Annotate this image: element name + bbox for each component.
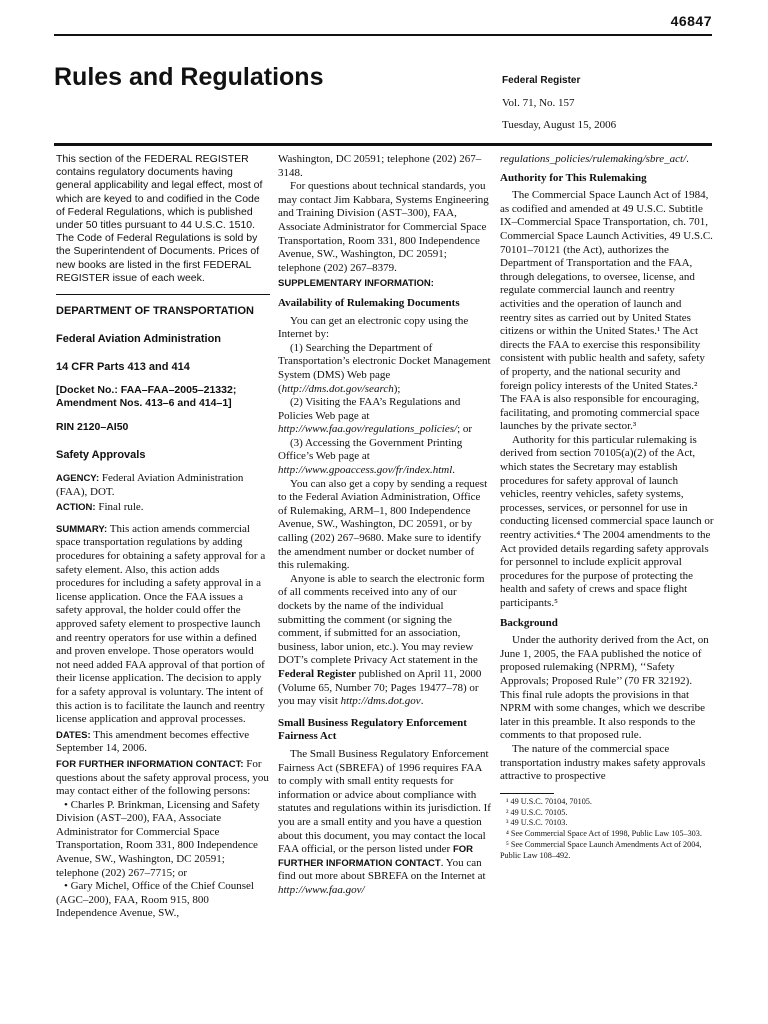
footnote: ¹ 49 U.S.C. 70104, 70105. — [506, 796, 592, 806]
text-run: ); — [393, 382, 401, 395]
text-run: . — [686, 153, 689, 165]
action-label: ACTION: — [56, 502, 96, 514]
link-continuation — [500, 153, 714, 167]
docket-number: [Docket No.: FAA–FAA–2005–21332; Amendment Nos. 413–6 and 414–1] — [56, 384, 237, 410]
text-run: published on April 11, 2000 (Volume 65, Number 70; Pages 19477–78) or you may visit — [278, 667, 482, 708]
rin-number: RIN 2120–AI50 — [56, 421, 129, 434]
contact-ref: FOR FURTHER INFORMATION CONTACT — [278, 844, 474, 869]
footnote: ³ 49 U.S.C. 70103. — [506, 818, 568, 828]
section-heading: Authority for This Rulemaking — [500, 171, 647, 184]
footnote-rule — [500, 793, 554, 794]
body-paragraph: The nature of the commercial space transportation industry makes safety approvals attractive to prospective — [500, 742, 706, 783]
intro-paragraph: This section of the FEDERAL REGISTER contains regulatory documents having general applicability and legal effect, most of which are keyed to and codified in the Code of Federal Regulations, which is published under 50 titles pursuant to 44 U.S.C. 1510. — [56, 153, 263, 232]
action-text: Final rule. — [98, 501, 144, 514]
body-paragraph — [278, 342, 492, 396]
faa-regulations-link[interactable]: http://www.faa.gov/regulations_policies/ — [278, 423, 458, 436]
agency-label: AGENCY: — [56, 473, 100, 485]
section-title: Rules and Regulations — [54, 63, 324, 91]
action-line — [56, 501, 270, 515]
text-run: . — [420, 695, 424, 708]
body-paragraph: Under the authority derived from the Act, on June 1, 2005, the FAA published the notice of proposed rulemaking (NPRM), ‘‘Safety Approvals; Proposed Rule’’ (70 FR 32192). This final rule adopts the provisions in that NPRM with some changes, which we describe later in this preamble. It also responds to the comments to that proposed rule. — [500, 634, 709, 742]
supplementary-label: SUPPLEMENTARY INFORMATION: — [278, 278, 434, 290]
agency-text: Federal Aviation Administration (FAA), DOT. — [56, 472, 244, 498]
contact-text: For questions about the safety approval process, you may contact either of the following persons: — [56, 757, 269, 798]
section-divider — [56, 294, 270, 295]
header-rule — [54, 34, 712, 36]
federal-register-ref: Federal Register — [278, 667, 356, 680]
body-paragraph — [278, 396, 492, 437]
dms-link[interactable]: http://dms.dot.gov/search — [281, 382, 394, 395]
body-paragraph — [278, 437, 492, 478]
footnote: ⁵ See Commercial Space Launch Amendments Act of 2004, Public Law 108–492. — [500, 839, 702, 860]
rule-subject: Safety Approvals — [56, 449, 146, 462]
body-paragraph: Washington, DC 20591; telephone (202) 267–3148. — [278, 153, 482, 179]
column-3 — [500, 153, 714, 862]
text-run: The Small Business Regulatory Enforcement Fairness Act (SBREFA) of 1996 requires FAA to comply with small entity requests for information or advice about compliance with statutes and regulations within its jurisdiction. If you are a small entity and you have a question about this document, you may contact the local FAA official, or the person listed under — [278, 747, 491, 856]
dates-text: This amendment becomes effective September 14, 2006. — [56, 728, 250, 755]
text-run: (3) Accessing the Government Printing Office’s Web page at — [278, 436, 463, 463]
body-paragraph: For questions about technical standards, you may contact Jim Kabbara, Systems Engineering and Training Division (AST–300), FAA, Associate Administrator for Commercial Space Transportation, Room 331, 800 Independence Avenue, SW., Washington, DC 20591; telephone (202) 267–8379. — [278, 180, 489, 274]
text-run: Anyone is able to search the electronic form of all comments received into any of our dockets by the name of the individual submitting the comment (or signing the comment, if submitted for an association, business, labor union, etc.). You may review DOT’s complete Privacy Act statement in the — [278, 572, 485, 667]
body-paragraph: You can get an electronic copy using the Internet by: — [278, 314, 469, 341]
intro-paragraph: The Code of Federal Regulations is sold by the Superintendent of Documents. Prices of new books are listed in the first FEDERAL REGISTER issue of each week. — [56, 232, 260, 284]
contact-paragraph — [56, 758, 270, 799]
text-run: (2) Visiting the FAA’s Regulations and Policies Web page at — [278, 396, 461, 422]
cfr-parts: 14 CFR Parts 413 and 414 — [56, 361, 190, 374]
masthead — [502, 70, 616, 136]
department-heading: DEPARTMENT OF TRANSPORTATION — [56, 305, 254, 318]
text-run: . You can find out more about SBREFA on the Internet at — [278, 856, 486, 883]
body-paragraph: The Commercial Space Launch Act of 1984, as codified and amended at 49 U.S.C. Subtitle IX–Commercial Space Transportation, ch. 701, Commercial Space Launch Activities, 49 U.S.C. 70101–70121 (the Act), authorizes the Department of Transportation and the FAA, through delegations, to oversee, license, and regulate commercial launch and reentry activities and the operation of launch and reentry sites as carried out by United States citizens or within the United States.¹ The Act directs the FAA to exercise this responsibility consistent with public health and safety, safety of property, and the national security and foreign policy interests of the United States.² The FAA is also responsible for encouraging, facilitating, and promoting commercial space launches by the private sector.³ — [500, 189, 713, 433]
publication-name: Federal Register — [502, 75, 581, 86]
volume-info: Vol. 71, No. 157 — [502, 97, 575, 109]
contact-bullet: • Gary Michel, Office of the Chief Counsel (AGC–200), FAA, Room 915, 800 Independence Avenue, SW., — [56, 880, 254, 920]
administration-heading: Federal Aviation Administration — [56, 333, 222, 346]
section-heading: Availability of Rulemaking Documents — [278, 296, 460, 309]
dates-paragraph — [56, 729, 270, 756]
gpo-access-link[interactable]: http://www.gpoaccess.gov/fr/index.html — [278, 464, 453, 477]
body-paragraph — [278, 573, 492, 709]
body-paragraph: You can also get a copy by sending a request to the Federal Aviation Administration, Office of Rulemaking, ARM–1, 800 Independence Avenue, SW., Washington, DC 20591, or by calling (202) 267–9680. Make sure to identify the amendment number or docket number of this rulemaking. — [278, 477, 488, 572]
dates-label: DATES: — [56, 729, 91, 741]
masthead-rule — [54, 143, 712, 146]
text-run: . — [452, 464, 455, 477]
sbrefa-link-continued[interactable]: regulations_policies/rulemaking/sbre_act/ — [500, 153, 687, 165]
contact-bullet: • Charles P. Brinkman, Licensing and Safety Division (AST–200), FAA, Associate Administrator for Commercial Space Transportation, Room 331, 800 Independence Avenue, SW., Washington, DC 20591; telephone (202) 267–7715; or — [56, 798, 260, 879]
dms-home-link[interactable]: http://dms.dot.gov — [340, 695, 421, 708]
summary-text: This action amends commercial space transportation regulations by adding procedures for obtaining a safety approval for a safety element. Also, this action adds procedures for including a safety approval in a license application. Once the FAA issues a safety approval, the holder could offer the approved safety element to prospective launch and reentry operators for use within a defined and proven envelope. Those operators would not need added FAA approval of that portion of their license application. The decision to apply for a safety approval is voluntary. The intent of this action is to facilitate the launch and reentry license application and approval processes. — [56, 522, 266, 726]
sbrefa-link[interactable]: http://www.faa.gov/ — [278, 883, 365, 896]
body-paragraph — [278, 748, 492, 898]
section-heading: Background — [500, 616, 558, 629]
summary-paragraph — [56, 523, 270, 727]
agency-line — [56, 472, 270, 499]
page-number: 46847 — [670, 13, 712, 29]
text-run: ; or — [457, 423, 473, 436]
body-paragraph: Authority for this particular rulemaking is derived from section 70105(a)(2) of the Act, which states the Secretary may establish procedures for safety approval of launch vehicles, reentry vehicles, safety systems, processes, services, or personnel for use in conducting licensed commercial space launch or reentry activities.⁴ The 2004 amendments to the Act provided details regarding safety approvals for personnel to include explicit approval procedures for the purpose of protecting the health and safety of crews and space flight participants.⁵ — [500, 433, 714, 609]
text-run: (1) Searching the Department of Transportation’s electronic Docket Management System (DMS) Web page ( — [278, 341, 491, 395]
footnote: ² 49 U.S.C. 70105. — [506, 807, 568, 817]
issue-date: Tuesday, August 15, 2006 — [502, 119, 617, 131]
column-2 — [278, 153, 492, 897]
column-1 — [56, 153, 270, 921]
footnote: ⁴ See Commercial Space Act of 1998, Public Law 105–303. — [506, 829, 702, 839]
section-heading: Small Business Regulatory Enforcement Fairness Act — [278, 716, 467, 743]
summary-label: SUMMARY: — [56, 523, 108, 535]
contact-label: FOR FURTHER INFORMATION CONTACT: — [56, 758, 244, 770]
